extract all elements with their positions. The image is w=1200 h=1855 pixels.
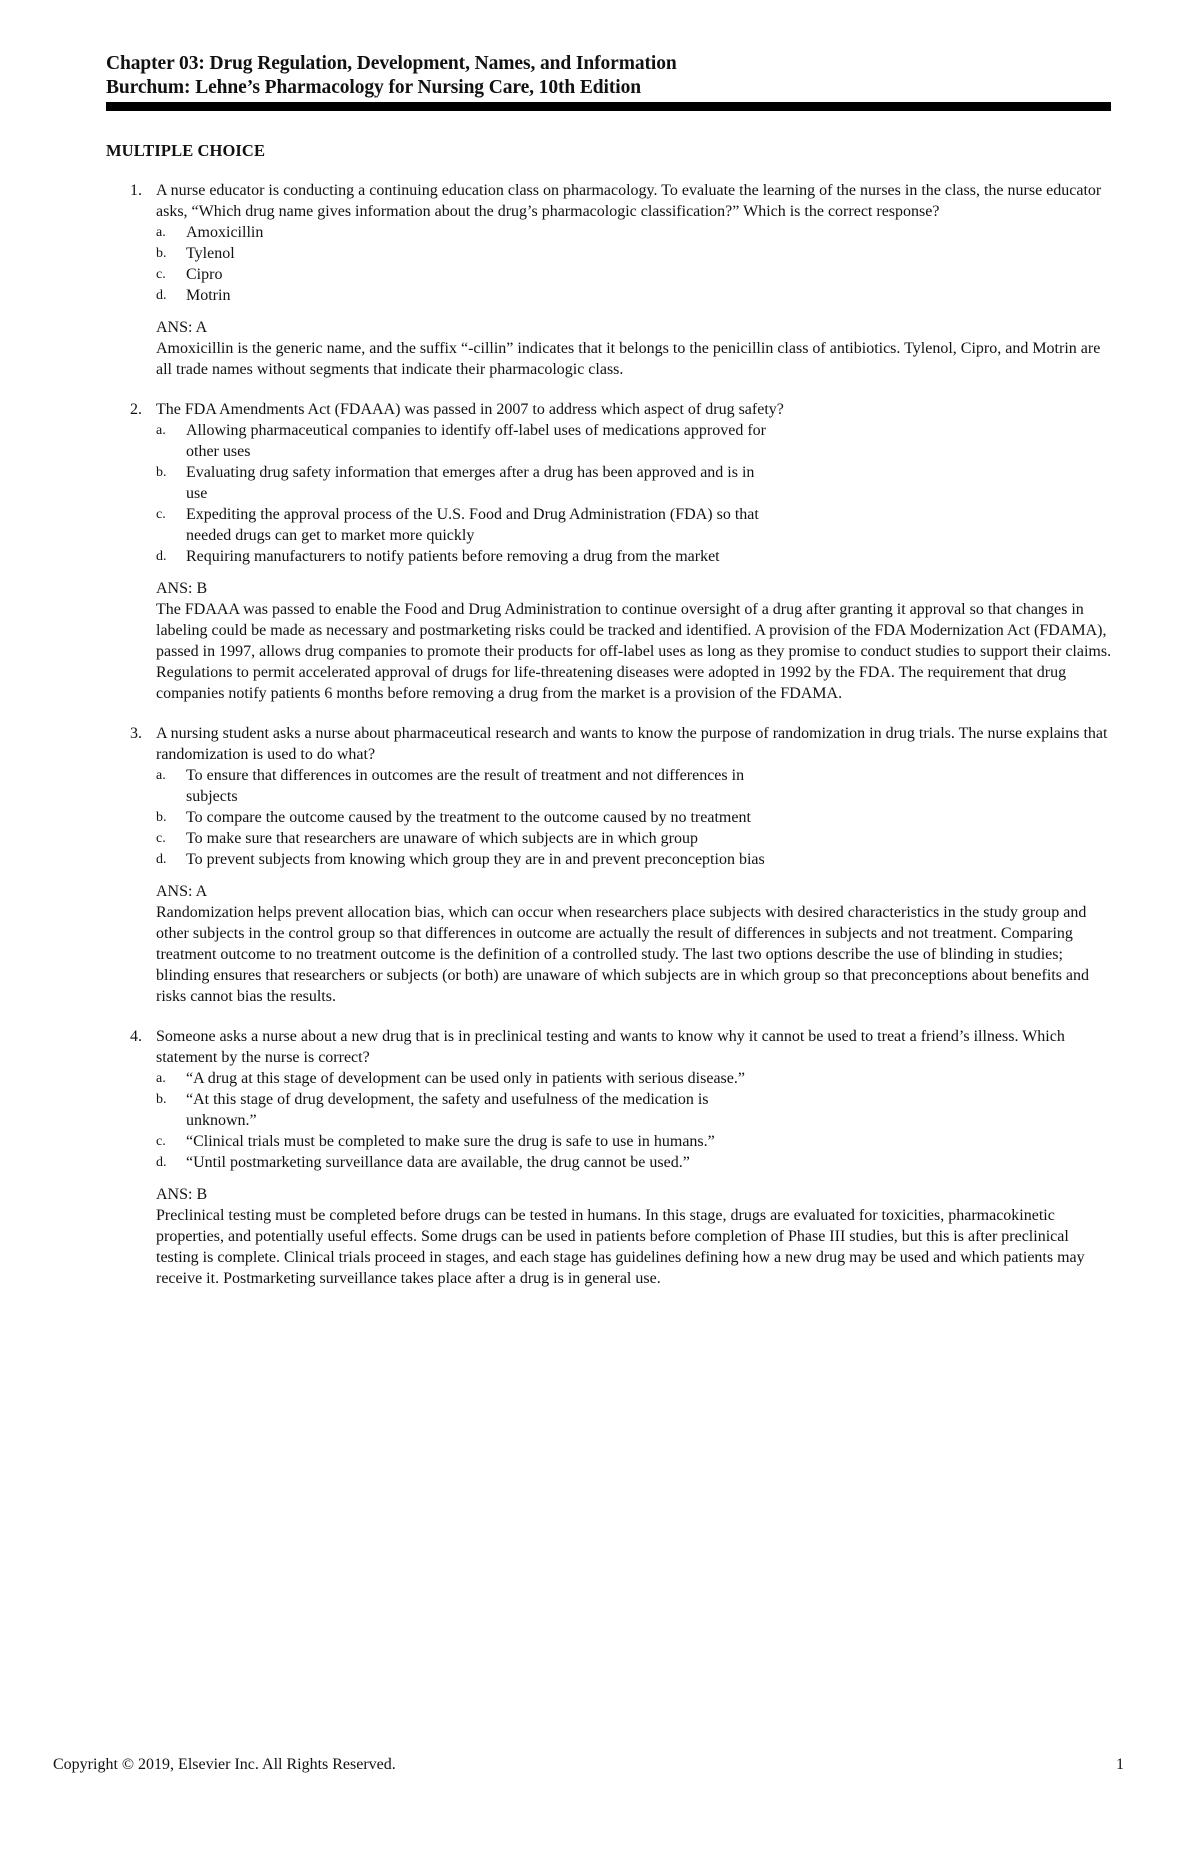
rationale: Randomization helps prevent allocation bias, which can occur when researchers place subjects with desired characteristics in the study group and other subjects in the control group so that differences in outcome are actually the result of differences in subjects and not treatment. Comparing treatment outcome to no treatment outcome is the definition of a controlled study. The last two options describe the use of blinding in studies; blinding ensures that researchers or subjects (or both) are unaware of which subjects are in which group so that preconceptions about benefits and risks cannot bias the results. [156,904,1090,1005]
option-b [156,807,776,828]
option-list [156,765,776,870]
option-letter: c. [156,831,166,846]
question-list [106,180,1112,1308]
option-letter: c. [156,507,166,522]
question-number: 1. [130,182,142,199]
option-a [156,420,776,462]
option-text: To prevent subjects from knowing which group they are in and prevent preconception bias [186,851,765,868]
option-list [156,420,776,567]
option-b [156,243,776,264]
option-text: Motrin [186,287,231,304]
option-letter: b. [156,246,167,261]
option-text: To ensure that differences in outcomes are the result of treatment and not differences in subjects [186,767,745,805]
question-stem: Someone asks a nurse about a new drug that is in preclinical testing and wants to know why it cannot be used to treat a friend’s illness. Which statement by the nurse is correct? [156,1028,1065,1066]
option-a [156,765,776,807]
question-stem: A nurse educator is conducting a continuing education class on pharmacology. To evaluate the learning of the nurses in the class, the nurse educator asks, “Which drug name gives information about the drug’s pharmacologic classification?” Which is the correct response? [156,182,1102,220]
answer-key: ANS: B [156,1186,208,1203]
option-d [156,1152,776,1173]
option-d [156,849,776,870]
option-letter: b. [156,465,167,480]
option-list [156,222,776,306]
question-4 [106,1026,1112,1289]
option-text: “Until postmarketing surveillance data are available, the drug cannot be used.” [186,1154,690,1171]
option-list [156,1068,776,1173]
option-c [156,828,776,849]
question-stem: A nursing student asks a nurse about pharmaceutical research and wants to know the purpose of randomization in drug trials. The nurse explains that randomization is used to do what? [156,725,1108,763]
chapter-title: Chapter 03: Drug Regulation, Development, Names, and Information [106,53,677,74]
option-letter: a. [156,225,166,240]
option-letter: b. [156,810,167,825]
option-letter: d. [156,852,167,867]
question-3 [106,723,1112,1007]
rationale: The FDAAA was passed to enable the Food and Drug Administration to continue oversight of a drug after granting it approval so that changes in labeling could be made as necessary and postmarketing risks could be tracked and identified. A provision of the FDA Modernization Act (FDAMA), passed in 1997, allows drug companies to promote their products for off-label uses as long as they promise to conduct studies to support their claims. Regulations to permit accelerated approval of drugs for life-threatening diseases were adopted in 1992 by the FDA. The requirement that drug companies notify patients 6 months before removing a drug from the market is a provision of the FDAMA. [156,601,1112,702]
option-letter: d. [156,549,167,564]
option-text: Allowing pharmaceutical companies to identify off-label uses of medications approved for other uses [186,422,766,460]
option-letter: d. [156,1155,167,1170]
copyright-notice: Copyright © 2019, Elsevier Inc. All Rights Reserved. [53,1756,396,1773]
option-letter: a. [156,423,166,438]
option-c [156,1131,776,1152]
option-letter: c. [156,1134,166,1149]
rationale: Amoxicillin is the generic name, and the suffix “-cillin” indicates that it belongs to the penicillin class of antibiotics. Tylenol, Cipro, and Motrin are all trade names without segments that indicate their pharmacologic class. [156,340,1101,378]
book-title: Burchum: Lehne’s Pharmacology for Nursing Care, 10th Edition [106,77,641,98]
answer-key: ANS: A [156,319,208,336]
option-a [156,222,776,243]
question-number: 2. [130,401,142,418]
option-d [156,546,776,567]
option-letter: c. [156,267,166,282]
option-text: Cipro [186,266,223,283]
option-b [156,1089,776,1131]
question-stem: The FDA Amendments Act (FDAAA) was passed in 2007 to address which aspect of drug safety? [156,401,784,418]
option-a [156,1068,776,1089]
rationale: Preclinical testing must be completed before drugs can be tested in humans. In this stage, drugs are evaluated for toxicities, pharmacokinetic properties, and potentially useful effects. Some drugs can be used in patients before completion of Phase III studies, but this is after preclinical testing is complete. Clinical trials proceed in stages, and each stage has guidelines defining how a new drug may be used and which patients may receive it. Postmarketing surveillance takes place after a drug is in general use. [156,1207,1085,1287]
question-2 [106,399,1112,704]
option-letter: a. [156,1071,166,1086]
option-text: “At this stage of drug development, the safety and usefulness of the medication is unknown.” [186,1091,709,1129]
option-text: “A drug at this stage of development can be used only in patients with serious disease.” [186,1070,745,1087]
option-b [156,462,776,504]
question-number: 4. [130,1028,142,1045]
option-letter: b. [156,1092,167,1107]
question-1 [106,180,1112,380]
page-header [106,52,1111,111]
section-title: MULTIPLE CHOICE [106,141,266,160]
option-text: To make sure that researchers are unaware of which subjects are in which group [186,830,698,847]
answer-key: ANS: A [156,883,208,900]
header-rule [106,102,1111,111]
answer-key: ANS: B [156,580,208,597]
option-c [156,264,776,285]
option-d [156,285,776,306]
option-text: To compare the outcome caused by the treatment to the outcome caused by no treatment [186,809,751,826]
question-number: 3. [130,725,142,742]
option-text: “Clinical trials must be completed to make sure the drug is safe to use in humans.” [186,1133,715,1150]
option-text: Tylenol [186,245,235,262]
option-text: Amoxicillin [186,224,264,241]
option-text: Requiring manufacturers to notify patients before removing a drug from the market [186,548,720,565]
option-text: Expediting the approval process of the U.S. Food and Drug Administration (FDA) so that needed drugs can get to market more quickly [186,506,759,544]
page-number: 1 [1116,1756,1124,1773]
option-letter: a. [156,768,166,783]
option-c [156,504,776,546]
option-text: Evaluating drug safety information that emerges after a drug has been approved and is in use [186,464,755,502]
option-letter: d. [156,288,167,303]
